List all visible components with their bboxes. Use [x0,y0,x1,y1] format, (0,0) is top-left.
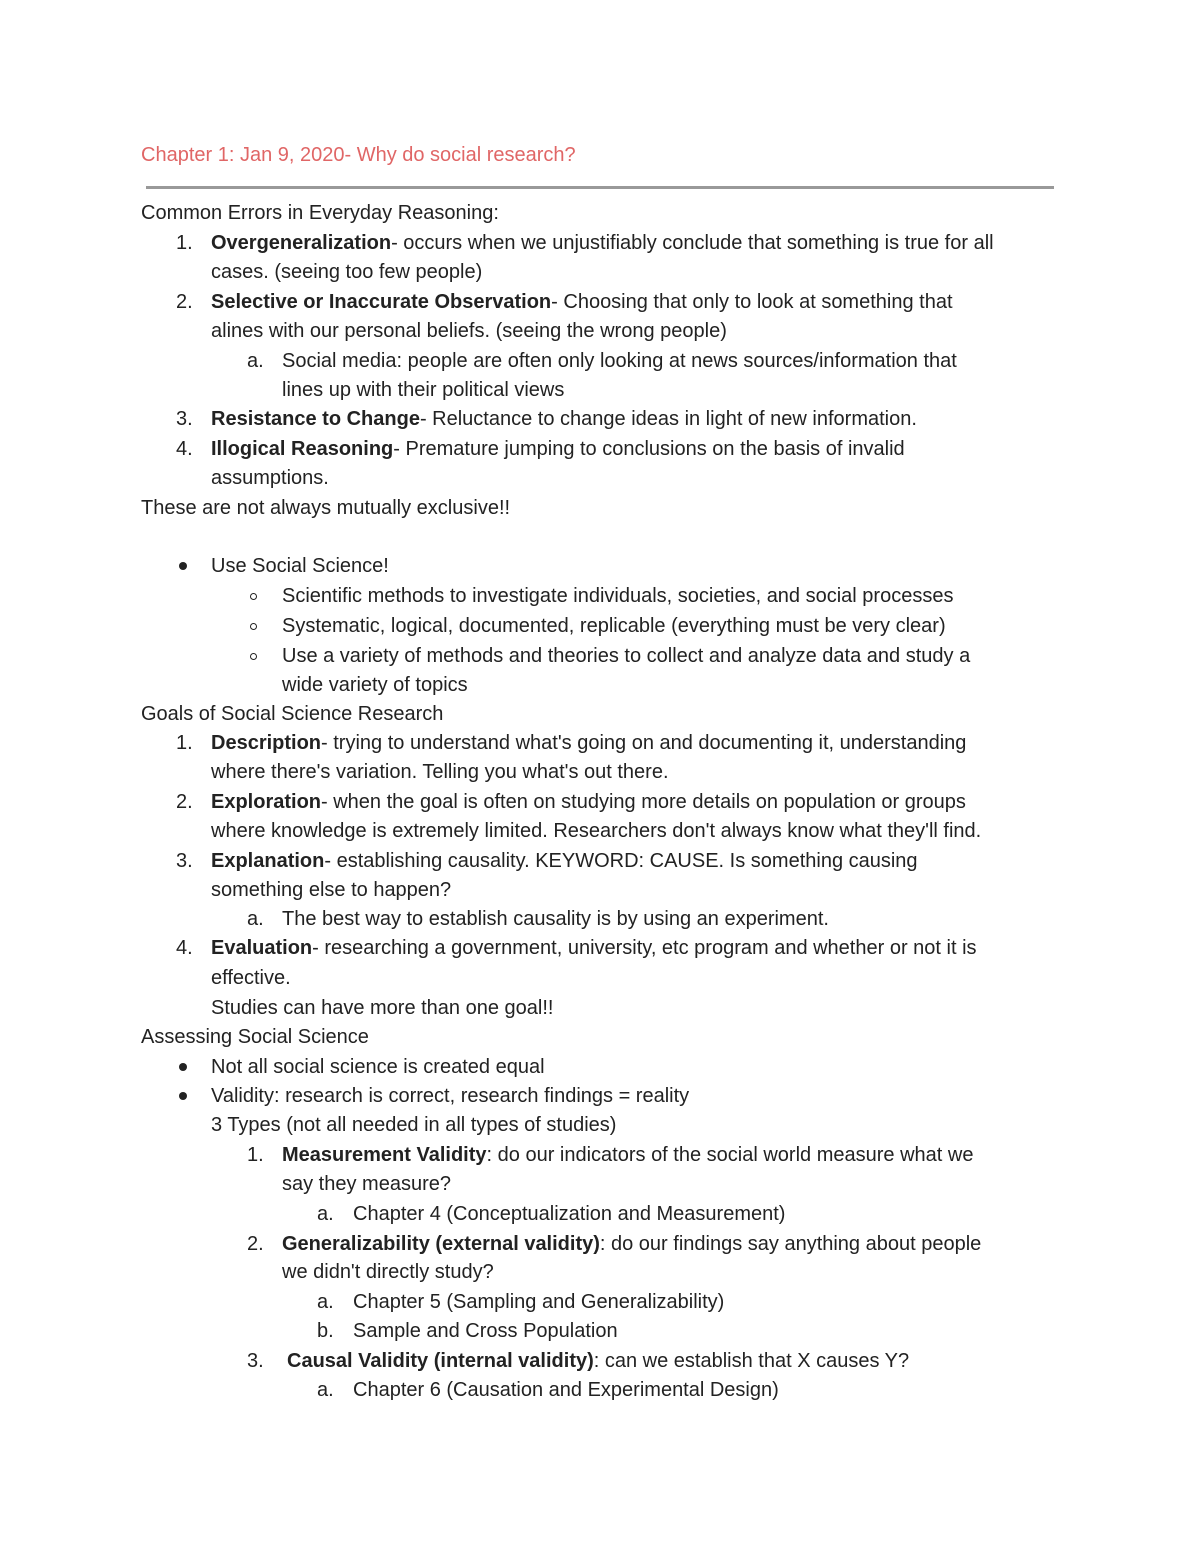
bullet-icon [179,1063,187,1071]
item-text: - Reluctance to change ideas in light of new information. [419,408,917,430]
term: Overgeneralization [211,232,392,254]
list-number: 3. [247,1350,264,1372]
sub-item: Chapter 5 (Sampling and Generalizability) [353,1291,725,1313]
sub-letter: a. [247,908,264,930]
sub-item: The best way to establish causality is by using an experiment. [282,908,829,930]
sub-item: Chapter 4 (Conceptualization and Measurement) [353,1203,786,1225]
page-title: Chapter 1: Jan 9, 2020- Why do social research? [141,144,576,166]
item-text-cont: assumptions. [211,467,329,489]
item-text: - when the goal is often on studying more details on population or groups [321,791,966,813]
sub-bullet-cont: wide variety of topics [282,674,468,696]
bullet-icon [179,562,187,570]
list-item [282,1140,973,1170]
sub-letter: a. [317,1291,334,1313]
list-item [282,1229,981,1259]
sub-bullet-item: Use a variety of methods and theories to collect and analyze data and study a [282,645,971,667]
item-text: : do our findings say anything about people [599,1233,982,1255]
item-text: : can we establish that X causes Y? [593,1350,910,1372]
section-heading: Goals of Social Science Research [141,703,444,725]
item-text: - Premature jumping to conclusions on the basis of invalid [393,438,905,460]
bullet-item: Validity: research is correct, research findings = reality [211,1085,690,1107]
term: Causal Validity (internal validity) [287,1350,594,1372]
item-text: - occurs when we unjustifiably conclude that something is true for all [391,232,994,254]
item-text-cont: we didn't directly study? [282,1261,494,1283]
item-text: - Choosing that only to look at something that [551,291,953,313]
list-item [211,728,966,758]
term: Evaluation [211,937,313,959]
list-item [211,404,917,434]
term: Illogical Reasoning [211,438,394,460]
item-text: - trying to understand what's going on and documenting it, understanding [321,732,967,754]
list-item [211,287,953,317]
item-text-cont: something else to happen? [211,879,452,901]
list-number: 3. [176,850,193,872]
item-text-cont: say they measure? [282,1173,451,1195]
list-item [211,787,966,817]
item-text: - establishing causality. KEYWORD: CAUSE. Is something causing [324,850,918,872]
term: Selective or Inaccurate Observation [211,291,552,313]
list-number: 4. [176,438,193,460]
section-heading: Assessing Social Science [141,1026,369,1048]
sub-item-cont: lines up with their political views [282,379,565,401]
note: Studies can have more than one goal!! [211,997,554,1019]
sub-letter: b. [317,1320,334,1342]
hollow-bullet-icon [250,593,257,600]
horizontal-rule [146,186,1054,189]
list-number: 1. [176,732,193,754]
item-text-cont: where there's variation. Telling you what's out there. [211,761,669,783]
sub-letter: a. [317,1203,334,1225]
list-number: 1. [247,1144,264,1166]
bullet-item: Not all social science is created equal [211,1056,545,1078]
list-number: 3. [176,408,193,430]
list-item [211,933,977,963]
item-text: : do our indicators of the social world measure what we [486,1144,974,1166]
item-text: - researching a government, university, etc program and whether or not it is [312,937,977,959]
list-item [211,228,994,258]
list-item [287,1346,909,1376]
types-line: 3 Types (not all needed in all types of studies) [211,1114,617,1136]
sub-bullet-item: Scientific methods to investigate individuals, societies, and social processes [282,585,954,607]
list-item [211,434,905,464]
sub-letter: a. [317,1379,334,1401]
hollow-bullet-icon [250,653,257,660]
sub-letter: a. [247,350,264,372]
term: Explanation [211,850,325,872]
bullet-item: Use Social Science! [211,555,389,577]
list-number: 2. [176,791,193,813]
term: Generalizability (external validity) [282,1233,600,1255]
list-number: 2. [247,1233,264,1255]
list-item [211,846,918,876]
item-text-cont: alines with our personal beliefs. (seeing the wrong people) [211,320,727,342]
list-number: 4. [176,937,193,959]
list-number: 1. [176,232,193,254]
item-text-cont: effective. [211,967,291,989]
sub-item: Sample and Cross Population [353,1320,618,1342]
term: Description [211,732,322,754]
term: Exploration [211,791,322,813]
sub-item: Chapter 6 (Causation and Experimental Design) [353,1379,779,1401]
sub-item: Social media: people are often only looking at news sources/information that [282,350,957,372]
hollow-bullet-icon [250,623,257,630]
section-heading: Common Errors in Everyday Reasoning: [141,202,499,224]
item-text-cont: cases. (seeing too few people) [211,261,483,283]
list-number: 2. [176,291,193,313]
bullet-icon [179,1092,187,1100]
note: These are not always mutually exclusive!! [141,497,511,519]
sub-bullet-item: Systematic, logical, documented, replicable (everything must be very clear) [282,615,946,637]
term: Resistance to Change [211,408,420,430]
term: Measurement Validity [282,1144,487,1166]
item-text-cont: where knowledge is extremely limited. Researchers don't always know what they'll find. [211,820,982,842]
